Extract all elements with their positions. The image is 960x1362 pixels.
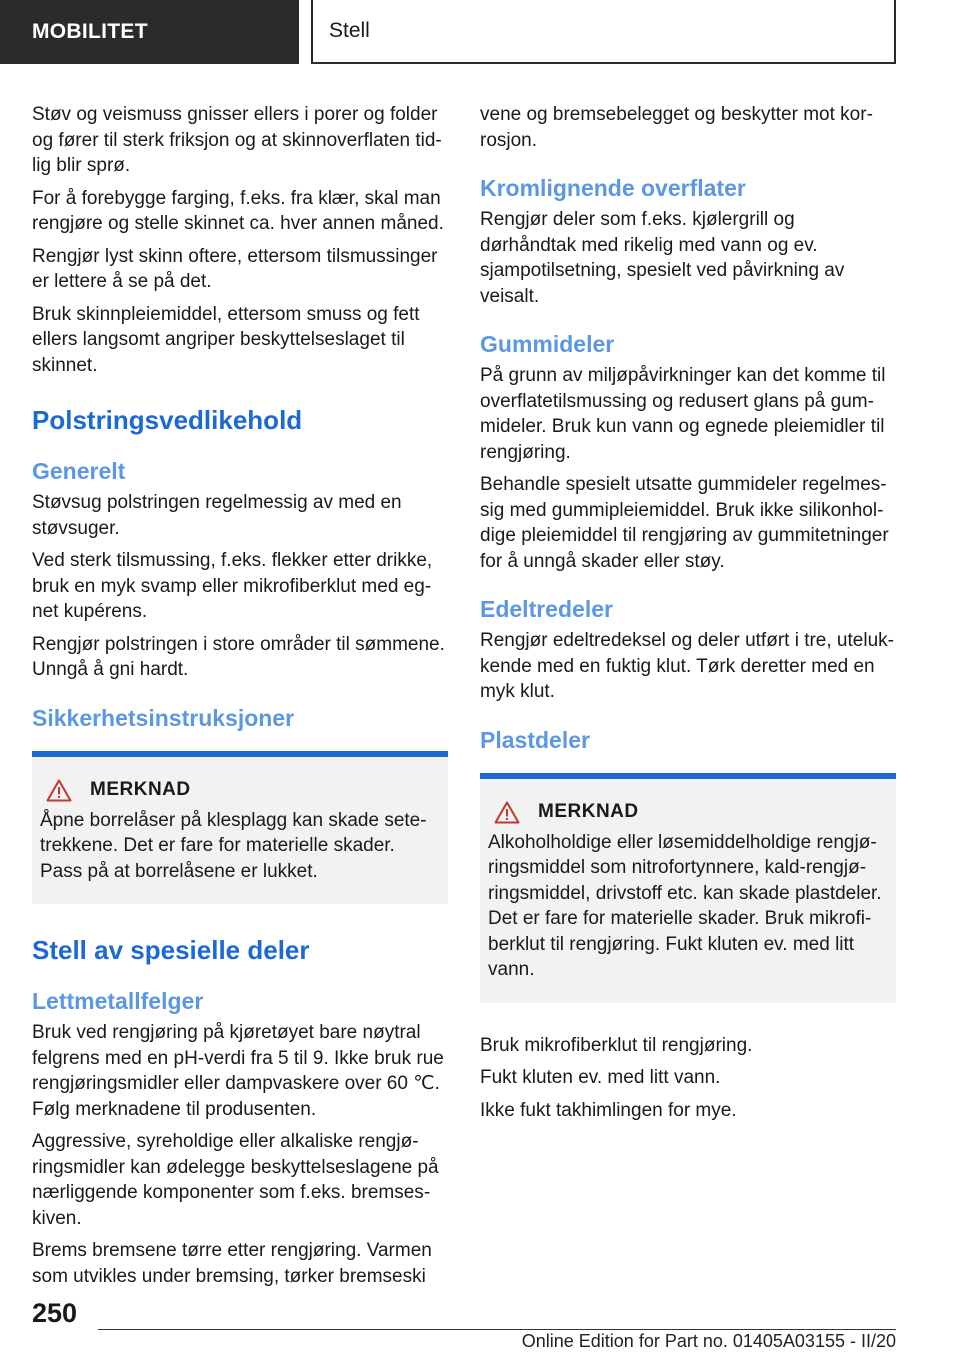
subheading-rubber: Gummideler (480, 331, 615, 357)
paragraph: Bruk skinnpleiemiddel, ettersom smuss og fett ellers langsomt angriper beskyttelseslaget til skinnet. (32, 303, 420, 376)
paragraph: Aggressive, syreholdige eller alkaliske rengjøringsmidler kan ødelegge beskyttelseslagene på nærliggende komponenter som f.eks. bremseskiven. (32, 1131, 439, 1229)
subheading-general: Generelt (32, 458, 126, 484)
paragraph: Rengjør lyst skinn oftere, ettersom tilsmussinger er lettere å se på det. (32, 245, 438, 292)
subheading-safety: Sikkerhetsinstruksjoner (32, 704, 295, 731)
page-number: 250 (32, 1298, 78, 1328)
section-heading-upholstery: Polstringsvedlikehold (32, 405, 303, 435)
left-column (32, 102, 448, 1296)
paragraph: Ved sterk tilsmussing, f.eks. flekker etter drikke, bruk en myk svamp eller mikrofiberklut med egnet kupérens. (32, 550, 433, 622)
notice-title: MERKNAD (538, 801, 639, 822)
subheading-chrome: Kromlignende overflater (480, 175, 746, 201)
paragraph: Rengjør deler som f.eks. kjølergrill og dørhåndtak med rikelig med vann og ev. sjampotilsetning, spesielt ved påvirkning av veisalt. (480, 209, 845, 307)
paragraph: Støv og veismuss gnisser ellers i porer og folder og fører til sterk friksjon og at skinnoverflaten tidlig blir sprø. (32, 104, 442, 176)
notice-box (32, 751, 448, 905)
footer-divider (98, 1329, 896, 1330)
notice-box (480, 773, 896, 1003)
header-section-label: MOBILITET (0, 0, 299, 64)
paragraph: Brems bremsene tørre etter rengjøring. Varmen som utvikles under bremsing, tørker bremseski (32, 1240, 432, 1287)
paragraph: Støvsug polstringen regelmessig av med en støvsuger. (32, 492, 402, 539)
notice-title: MERKNAD (90, 779, 191, 800)
paragraph: Rengjør edeltredeksel og deler utført i tre, utelukkende med en fuktig klut. Tørk deretter med en myk klut. (480, 630, 894, 702)
paragraph: For å forebygge farging, f.eks. fra klær, skal man rengjøre og stelle skinnet ca. hver annen måned. (32, 187, 444, 234)
paragraph: På grunn av miljøpåvirkninger kan det komme til overflatetilsmussing og redusert glans på gummideler. Bruk kun vann og egnede pleiemidler til rengjøring. (480, 365, 886, 463)
footer-edition-text: Online Edition for Part no. 01405A03155 - II/20 (521, 1331, 896, 1351)
subheading-plastic: Plastdeler (480, 726, 590, 753)
paragraph: Bruk ved rengjøring på kjøretøyet bare nøytral felgrens med en pH-verdi fra 5 til 9. Ikke bruk rue rengjøringsmidler eller dampvaskere over 60 ℃. Følg merknadene til produsenten. (32, 1022, 444, 1120)
header-chapter-label: Stell (311, 0, 896, 64)
right-column (480, 102, 896, 1130)
notice-text: Åpne borrelåser på klesplagg kan skade setetrekkene. Det er fare for materielle skader. Pass på at borrelåsene er lukket. (40, 809, 427, 882)
paragraph: Behandle spesielt utsatte gummideler regelmessig med gummipleiemiddel. Bruk ikke silikonholdige pleiemiddel til rengjøring av gummitetninger for å unngå skader eller støy. (480, 474, 889, 572)
paragraph: Bruk mikrofiberklut til rengjøring. (480, 1034, 753, 1056)
notice-text: Alkoholholdige eller løsemiddelholdige rengjøringsmiddel som nitrofortynnere, kald-rengjøringsmiddel, drivstoff etc. kan skade plastdeler. Det er fare for materielle skader. Bruk mikrofiberklut til rengjøring. Fukt kluten ev. med litt vann. (488, 831, 882, 980)
section-heading-special-parts: Stell av spesielle deler (32, 935, 310, 965)
paragraph: vene og bremsebelegget og beskytter mot korrosjon. (480, 104, 873, 151)
warning-icon (46, 779, 72, 802)
paragraph: Fukt kluten ev. med litt vann. (480, 1067, 721, 1088)
subheading-wood: Edeltredeler (480, 596, 613, 622)
paragraph: Rengjør polstringen i store områder til sømmene. Unngå å gni hardt. (32, 633, 445, 680)
subheading-alloy-wheels: Lettmetallfelger (32, 988, 204, 1014)
warning-icon (494, 801, 520, 824)
paragraph: Ikke fukt takhimlingen for mye. (480, 1099, 737, 1121)
